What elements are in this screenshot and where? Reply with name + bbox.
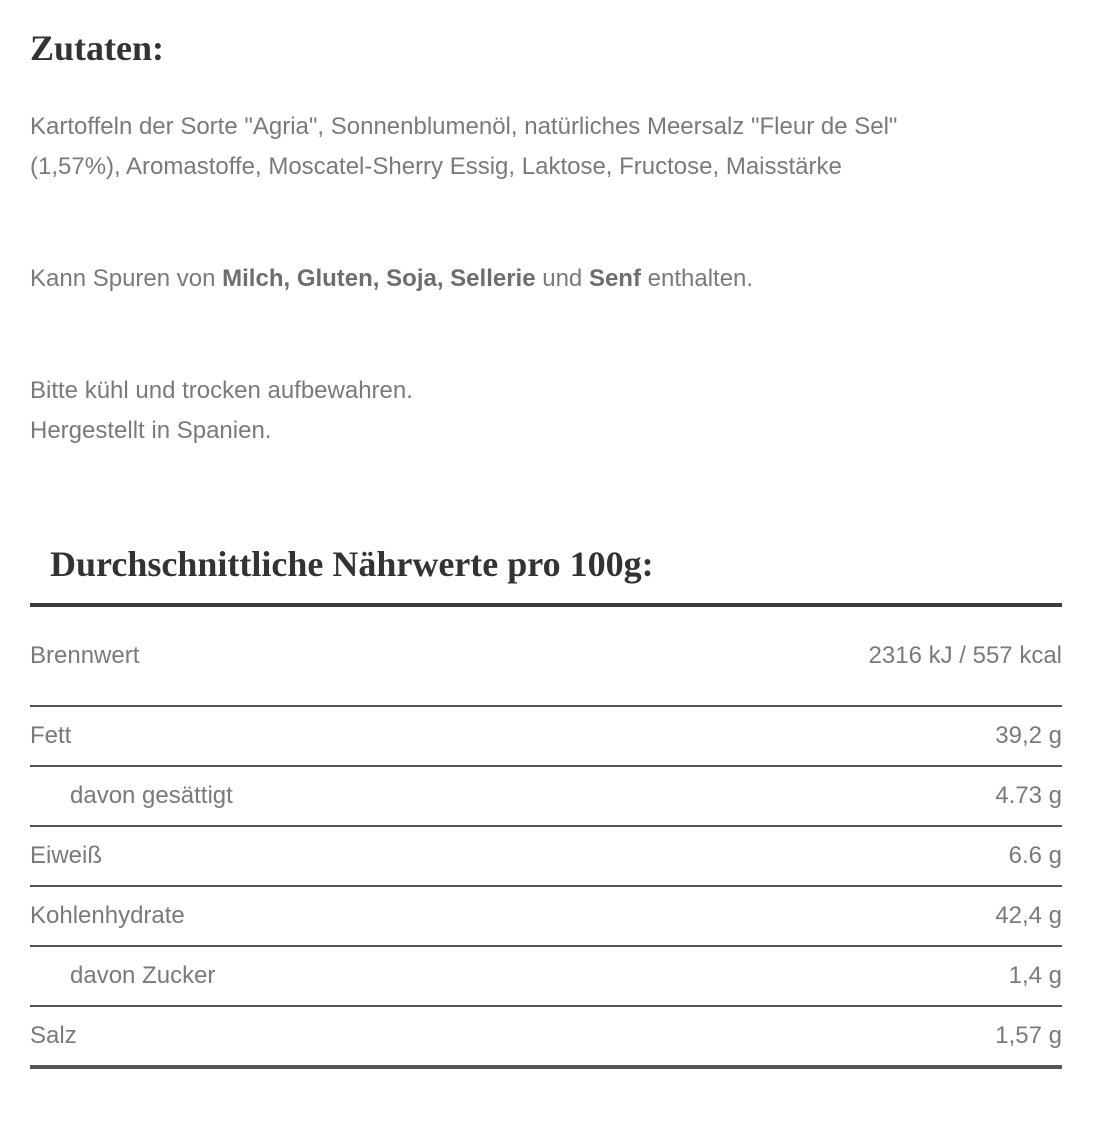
nutrition-row-carbohydrates (30, 887, 1062, 947)
nutrition-label: Kohlenhydrate (30, 902, 185, 929)
ingredients-heading: Zutaten: (30, 28, 164, 68)
nutrition-value: 1,4 g (1008, 962, 1062, 989)
ingredients-text (30, 107, 1070, 187)
nutrition-value: 2316 kJ / 557 kcal (868, 642, 1062, 669)
nutrition-row-fat (30, 707, 1062, 767)
nutrition-value: 42,4 g (995, 902, 1062, 929)
nutrition-value: 39,2 g (995, 722, 1062, 749)
allergens-bold-last: Senf (588, 265, 641, 292)
nutrition-label: Fett (30, 722, 72, 749)
nutrition-heading: Durchschnittliche Nährwerte pro 100g: (50, 544, 654, 584)
origin-line: Hergestellt in Spanien. (30, 417, 272, 444)
allergens-prefix: Kann Spuren von (30, 265, 223, 292)
nutrition-label: Brennwert (30, 642, 140, 669)
nutrition-row-sugar (30, 947, 1062, 1007)
nutrition-label: davon gesättigt (70, 782, 233, 809)
nutrition-row-saturated-fat (30, 767, 1062, 827)
nutrition-label: Salz (30, 1022, 77, 1049)
nutrition-value: 1,57 g (995, 1022, 1062, 1049)
nutrition-label: davon Zucker (70, 962, 216, 989)
nutrition-row-salt (30, 1007, 1062, 1069)
nutrition-table (30, 607, 1062, 1069)
allergens-bold-list: Milch, Gluten, Soja, Sellerie (222, 265, 536, 292)
allergens-suffix: enthalten. (640, 265, 754, 292)
nutrition-row-energy (30, 607, 1062, 707)
allergens-connector: und (535, 265, 589, 292)
allergens-text (30, 259, 1070, 299)
nutrition-value: 6.6 g (1008, 842, 1062, 869)
ingredients-line-2: (1,57%), Aromastoffe, Moscatel-Sherry Essig, Laktose, Fructose, Maisstärke (30, 153, 842, 180)
ingredients-line-1: Kartoffeln der Sorte "Agria", Sonnenblumenöl, natürliches Meersalz "Fleur de Sel" (30, 113, 898, 140)
nutrition-value: 4.73 g (995, 782, 1062, 809)
nutrition-label: Eiweiß (30, 842, 103, 869)
storage-text (30, 371, 1070, 451)
nutrition-row-protein (30, 827, 1062, 887)
storage-line-1: Bitte kühl und trocken aufbewahren. (30, 377, 413, 404)
